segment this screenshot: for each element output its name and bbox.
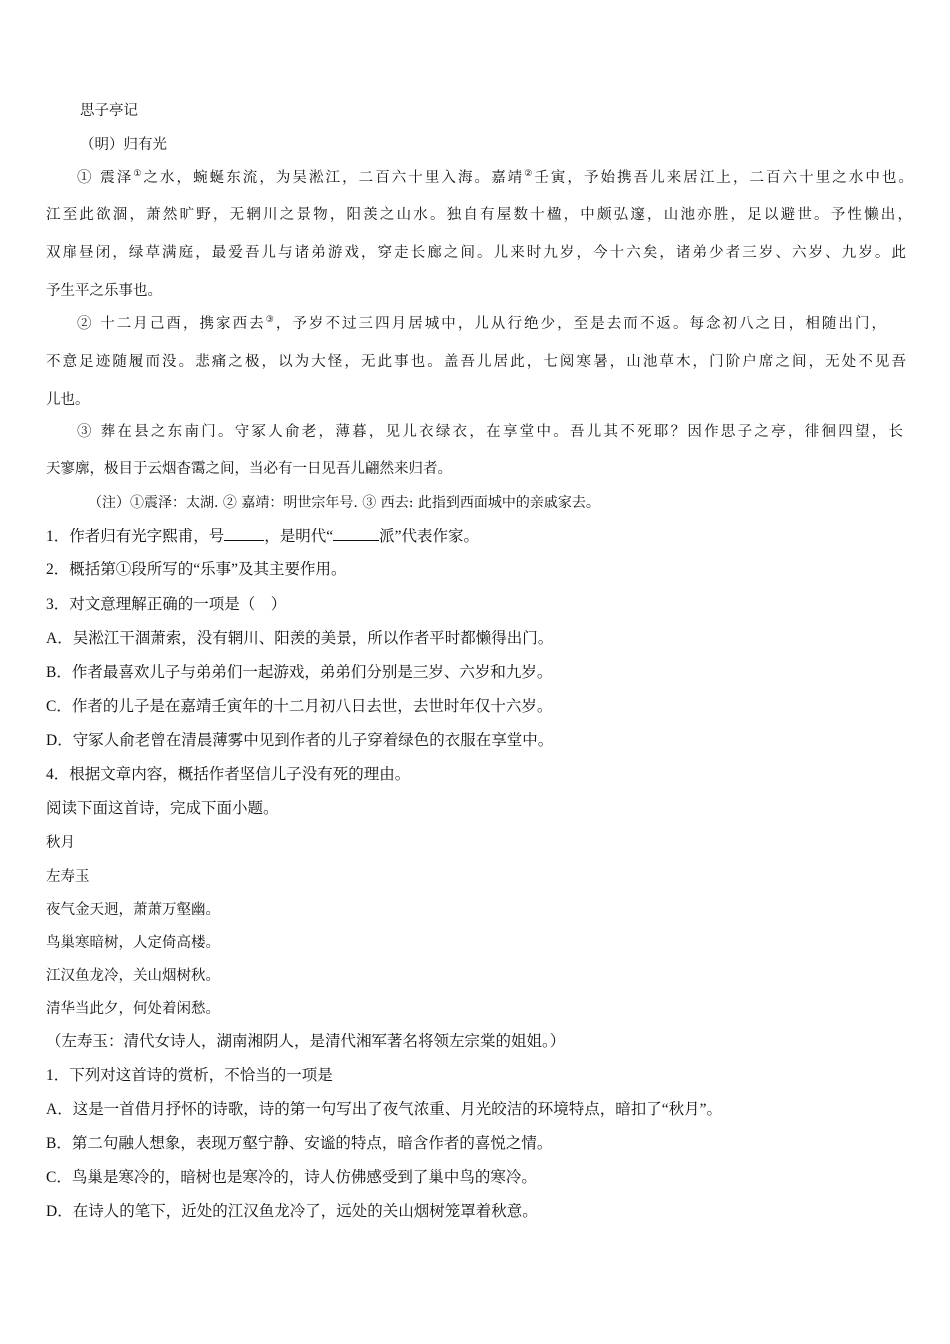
passage-author: （明）归有光 (80, 137, 167, 153)
paragraph-3-line-1: ③ 葬在县之东南门。守冢人俞老，薄暮，见儿衣绿衣，在享堂中。吾儿其不死耶？因作思子之亭，徘徊四望，长 (77, 424, 903, 440)
footnote-ref-1: ① (133, 169, 144, 180)
answer-blank-1 (224, 526, 264, 541)
paragraph-2-line-1: ② 十二月己酉，携家西去③，予岁不过三四月居城中，儿从行绝少，至是去而不返。每念初八之日，相随出门， (77, 315, 887, 332)
question-3-option-a: A．吴淞江干涸萧索，没有辋川、阳羡的美景，所以作者平时都懒得出门。 (46, 630, 554, 647)
footnote-ref-3: ③ (265, 315, 276, 326)
question-3: 3．对文意理解正确的一项是（ ） (46, 596, 287, 613)
answer-blank-2 (333, 526, 379, 541)
poem-title: 秋月 (46, 835, 75, 851)
question-4: 4．根据文章内容，概括作者坚信儿子没有死的理由。 (46, 766, 411, 783)
poem-question-option-d: D．在诗人的笔下，近处的江汉鱼龙冷了，远处的关山烟树笼罩着秋意。 (46, 1203, 538, 1220)
poem-line-3: 江汉鱼龙冷，关山烟树秋。 (46, 968, 220, 984)
paragraph-2-line-2: 不意足迹随履而没。悲痛之极，以为大怪，无此事也。盖吾儿居此，七阅寒暑，山池草木，门阶户席之间，无处不见吾 (46, 354, 906, 370)
question-3-option-d: D．守冢人俞老曾在清晨薄雾中见到作者的儿子穿着绿色的衣服在享堂中。 (46, 732, 554, 749)
poem-line-4: 清华当此夕，何处着闲愁。 (46, 1001, 220, 1017)
paragraph-1-line-3: 双扉昼闭，绿草满庭，最爱吾儿与诸弟游戏，穿走长廊之间。儿来时九岁，今十六矣，诸弟少者三岁、六岁、九岁。此 (46, 245, 906, 261)
question-3-option-b: B．作者最喜欢儿子与弟弟们一起游戏，弟弟们分别是三岁、六岁和九岁。 (46, 664, 553, 681)
question-1: 1．作者归有光字熙甫，号 ，是明代“ 派”代表作家。 (46, 528, 480, 545)
passage-footnote: （注）①震泽：太湖. ② 嘉靖：明世宗年号. ③ 西去: 此指到西面城中的亲戚家去。 (88, 495, 600, 511)
paragraph-2-line-3: 儿也。 (46, 392, 90, 408)
poem-question-option-c: C．鸟巢是寒冷的，暗树也是寒冷的，诗人仿佛感受到了巢中鸟的寒冷。 (46, 1169, 537, 1186)
paragraph-3-line-2: 天寥廓，极目于云烟杳霭之间，当必有一日见吾儿翩然来归者。 (46, 461, 452, 477)
poem-question-option-a: A．这是一首借月抒怀的诗歌，诗的第一句写出了夜气浓重、月光皎洁的环境特点，暗扣了“秋月”。 (46, 1101, 722, 1118)
poem-author: 左寿玉 (46, 869, 90, 885)
poem-line-1: 夜气金天迥，萧萧万壑幽。 (46, 902, 220, 918)
question-3-option-c: C．作者的儿子是在嘉靖壬寅年的十二月初八日去世，去世时年仅十六岁。 (46, 698, 553, 715)
paragraph-1-line-4: 予生平之乐事也。 (46, 283, 162, 299)
poem-line-2: 鸟巢寒暗树，人定倚高楼。 (46, 935, 220, 951)
poem-note: （左寿玉：清代女诗人，湖南湘阴人，是清代湘军著名将领左宗棠的姐姐。） (46, 1033, 566, 1050)
poem-question-1: 1．下列对这首诗的赏析，不恰当的一项是 (46, 1067, 333, 1084)
poem-question-option-b: B．第二句融人想象，表现万壑宁静、安谧的特点，暗含作者的喜悦之情。 (46, 1135, 553, 1152)
passage-title: 思子亭记 (80, 103, 138, 119)
poem-intro: 阅读下面这首诗，完成下面小题。 (46, 800, 279, 817)
paragraph-1-line-2: 江至此欲涸，萧然旷野，无辋川之景物，阳羡之山水。独自有屋数十楹，中颇弘邃，山池亦胜，足以避世。予性懒出， (46, 207, 912, 223)
question-2: 2．概括第①段所写的“乐事”及其主要作用。 (46, 561, 347, 578)
paragraph-1-line-1: ① 震泽①之水，蜿蜒东流，为吴淞江，二百六十里入海。嘉靖②壬寅，予始携吾儿来居江上，二百六十里之水中也。 (77, 169, 913, 186)
footnote-ref-2: ② (524, 169, 535, 180)
